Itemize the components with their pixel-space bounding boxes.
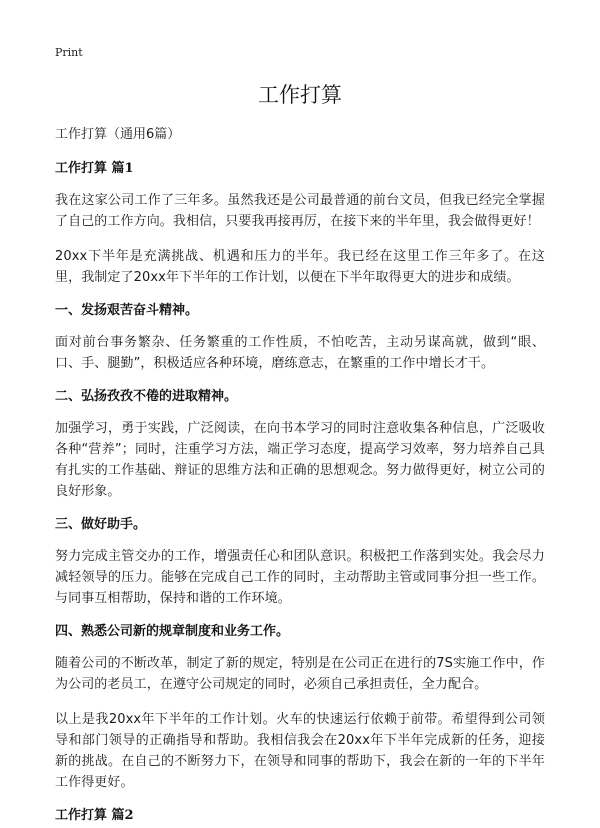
subheading-regulations: 四、熟悉公司新的规章制度和业务工作。 — [55, 624, 290, 639]
print-link[interactable]: Print — [55, 46, 83, 59]
paragraph-hard-work: 面对前台事务繁杂、任务繁重的工作性质，不怕吃苦，主动另谋高就，做到“眼、口、手、腿勤”，积极适应各种环境，磨练意志，在繁重的工作中增长才干。 — [55, 335, 545, 371]
paragraph-plan: 20xx下半年是充满挑战、机遇和压力的半年。我已经在这里工作三年多了。在这里，我制定了20xx年下半年的工作计划，以便在下半年取得更大的进步和成绩。 — [55, 249, 545, 285]
subheading-assistant: 三、做好助手。 — [55, 517, 147, 532]
paragraph-conclusion: 以上是我20xx年下半年的工作计划。火车的快速运行依赖于前带。希望得到公司领导和部门领导的正确指导和帮助。我相信我会在20xx年下半年完成新的任务，迎接新的挑战。在自己的不断努力下，在领导和同事的帮助下，我会在新的一年的下半年工作得更好。 — [55, 712, 545, 790]
section-heading-1: 工作打算 篇1 — [55, 161, 134, 176]
subheading-hard-work: 一、发扬艰苦奋斗精神。 — [55, 303, 199, 318]
paragraph-intro: 我在这家公司工作了三年多。虽然我还是公司最普通的前台文员，但我已经完全掌握了自己的工作方向。我相信，只要我再接再厉，在接下来的半年里，我会做得更好！ — [55, 193, 545, 229]
document-subtitle: 工作打算（通用6篇） — [55, 127, 181, 142]
paragraph-regulations: 随着公司的不断改革，制定了新的规定，特别是在公司正在进行的7S实施工作中，作为公司的老员工，在遵守公司规定的同时，必须自己承担责任，全力配合。 — [55, 656, 545, 692]
section-heading-2: 工作打算 篇2 — [55, 808, 134, 823]
paragraph-assistant: 努力完成主管交办的工作，增强责任心和团队意识。积极把工作落到实处。我会尽力减轻领导的压力。能够在完成自己工作的同时，主动帮助主管或同事分担一些工作。与同事互相帮助，保持和谐的工作环境。 — [55, 549, 545, 606]
document-title: 工作打算 — [258, 83, 342, 107]
subheading-progress: 二、弘扬孜孜不倦的进取精神。 — [55, 389, 238, 404]
paragraph-progress: 加强学习，勇于实践，广泛阅读，在向书本学习的同时注意收集各种信息，广泛吸收各种“营养”；同时，注重学习方法，端正学习态度，提高学习效率，努力培养自己具有扎实的工作基础、辩证的思维方法和正确的思想观念。努力做得更好，树立公司的良好形象。 — [55, 421, 545, 499]
